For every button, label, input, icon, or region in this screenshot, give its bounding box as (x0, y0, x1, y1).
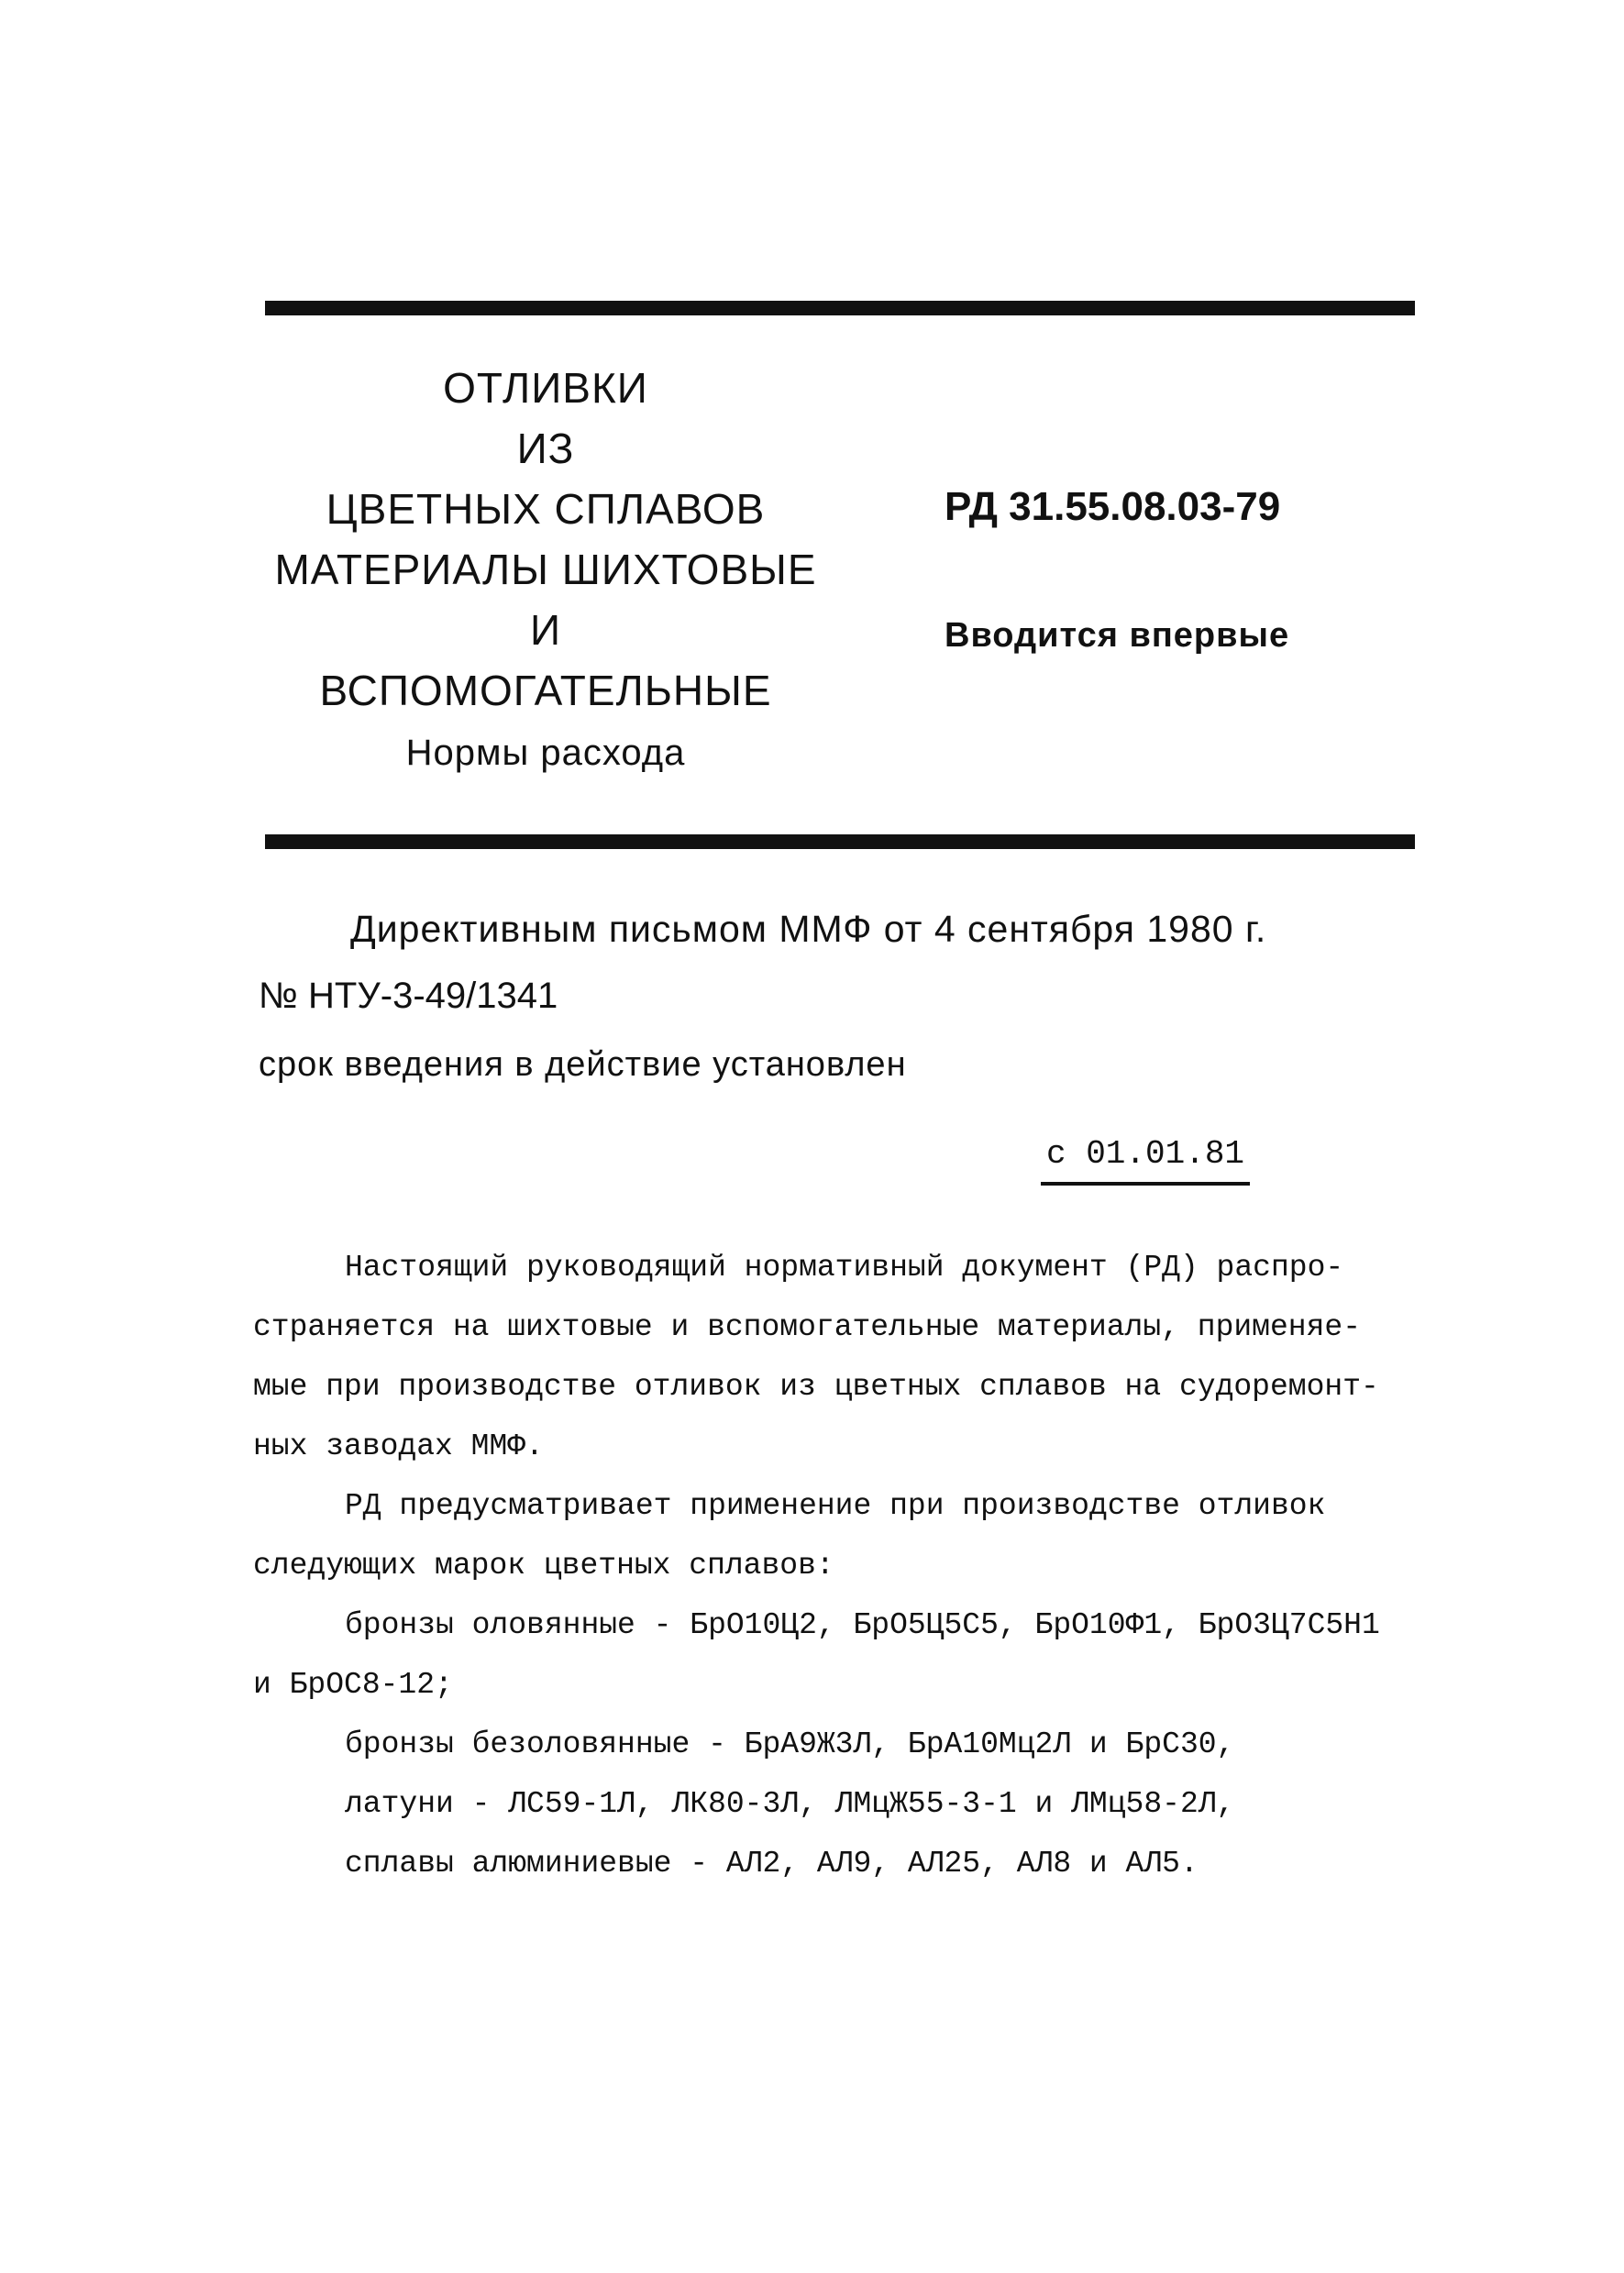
body-line-7: бронзы оловянные - БрО10Ц2, БрО5Ц5С5, БрО10Ф1, БрО3Ц7С5Н1 (345, 1608, 1380, 1642)
body-line-1: Настоящий руководящий нормативный документ (РД) распро- (345, 1251, 1344, 1285)
body-line-2: страняется на шихтовые и вспомогательные материалы, применяе- (253, 1310, 1361, 1344)
document-status: Вводится впервые (945, 616, 1290, 655)
directive-line-1: Директивным письмом ММФ от 4 сентября 1980 г. (350, 908, 1267, 950)
body-line-8: и БрОС8-12; (253, 1668, 453, 1702)
title-line-5: И (529, 606, 562, 654)
body-line-6: следующих марок цветных сплавов: (253, 1549, 834, 1583)
bottom-rule (265, 834, 1415, 849)
title-line-1: ОТЛИВКИ (443, 364, 648, 412)
effective-date: с 01.01.81 (1041, 1135, 1250, 1186)
body-line-10: латуни - ЛС59-1Л, ЛК80-3Л, ЛМцЖ55-3-1 и ЛМц58-2Л, (345, 1787, 1235, 1821)
title-line-6: ВСПОМОГАТЕЛЬНЫЕ (319, 667, 772, 714)
document-code: РД 31.55.08.03-79 (945, 484, 1281, 529)
directive-line-3: срок введения в действие установлен (259, 1045, 907, 1084)
title-line-3: ЦВЕТНЫХ СПЛАВОВ (326, 485, 766, 533)
body-line-9: бронзы безоловянные - БрА9Ж3Л, БрА10Мц2Л и БрС30, (345, 1727, 1235, 1761)
body-line-11: сплавы алюминиевые - АЛ2, АЛ9, АЛ25, АЛ8 и АЛ5. (345, 1847, 1199, 1881)
top-rule (265, 301, 1415, 315)
document-subtitle: Нормы расхода (405, 733, 686, 773)
document-title (248, 358, 844, 783)
title-line-4: МАТЕРИАЛЫ ШИХТОВЫЕ (274, 546, 817, 593)
directive-number: № НТУ-3-49/1341 (259, 976, 558, 1016)
title-line-2: ИЗ (516, 425, 575, 472)
body-text (253, 1238, 1420, 1893)
body-line-4: ных заводах ММФ. (253, 1429, 544, 1463)
body-line-5: РД предусматривает применение при производстве отливок (345, 1489, 1326, 1523)
body-line-3: мые при производстве отливок из цветных сплавов на судоремонт- (253, 1370, 1379, 1404)
